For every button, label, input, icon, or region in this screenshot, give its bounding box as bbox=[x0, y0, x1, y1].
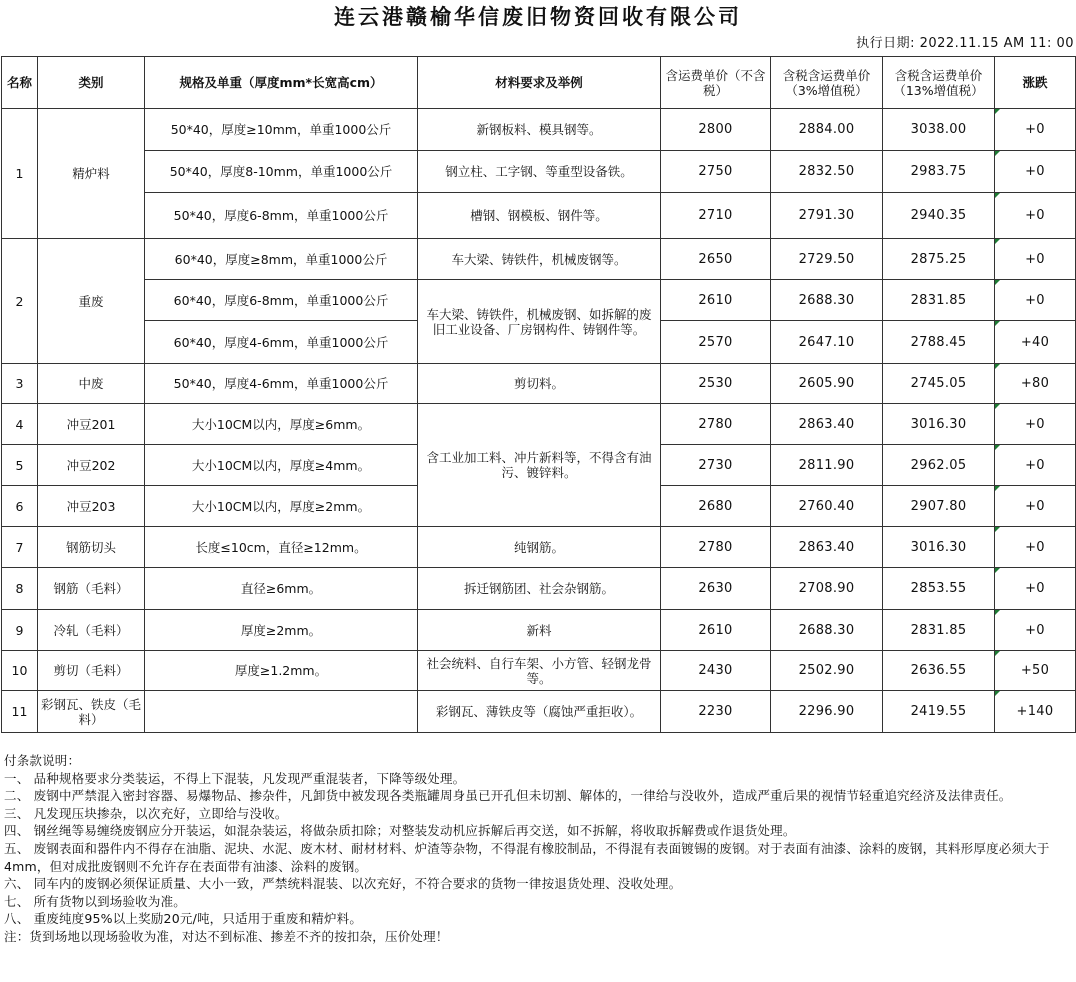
note-item: 四、 钢丝绳等易缠绕废钢应分开装运，如混杂装运，将做杂质扣除；对整装发动机应拆解后再交送，如不拆解，将收取拆解费或作退货处理。 bbox=[4, 823, 796, 839]
col-header-price-tax3: 含税含运费单价（3%增值税） bbox=[771, 57, 883, 109]
row-spec: 60*40，厚度6-8mm，单重1000公斤 bbox=[145, 280, 418, 321]
table-row bbox=[2, 691, 1076, 733]
row-price-tax3: 2729.50 bbox=[771, 239, 883, 280]
row-change: +0 bbox=[995, 527, 1076, 568]
row-category: 冲豆201 bbox=[38, 404, 145, 445]
row-no: 8 bbox=[2, 568, 38, 610]
row-change: +0 bbox=[995, 445, 1076, 486]
col-header-spec: 规格及单重（厚度mm*长宽高cm） bbox=[145, 57, 418, 109]
row-spec: 大小10CM以内，厚度≥2mm。 bbox=[145, 486, 418, 527]
row-price-no-tax: 2570 bbox=[661, 321, 771, 364]
row-material: 剪切料。 bbox=[418, 364, 661, 404]
col-header-price-no-tax: 含运费单价（不含税） bbox=[661, 57, 771, 109]
table-row bbox=[2, 610, 1076, 651]
row-category: 中废 bbox=[38, 364, 145, 404]
table-header-row bbox=[2, 57, 1076, 109]
row-spec: 直径≥6mm。 bbox=[145, 568, 418, 610]
row-category: 彩钢瓦、铁皮（毛料） bbox=[38, 691, 145, 733]
row-price-no-tax: 2780 bbox=[661, 527, 771, 568]
col-header-no: 名称 bbox=[2, 57, 38, 109]
table-row bbox=[2, 280, 1076, 321]
row-spec: 大小10CM以内，厚度≥4mm。 bbox=[145, 445, 418, 486]
col-header-price-tax13: 含税含运费单价（13%增值税） bbox=[883, 57, 995, 109]
note-item: 三、 凡发现压块掺杂，以次充好，立即给与没收。 bbox=[4, 805, 288, 821]
table-row bbox=[2, 151, 1076, 193]
row-no: 2 bbox=[2, 239, 38, 364]
row-price-tax13: 2907.80 bbox=[883, 486, 995, 527]
company-title: 连云港赣榆华信废旧物资回收有限公司 bbox=[334, 4, 742, 29]
row-spec: 50*40，厚度4-6mm，单重1000公斤 bbox=[145, 364, 418, 404]
execution-date: 执行日期: 2022.11.15 AM 11: 00 bbox=[856, 36, 1074, 51]
row-change: +0 bbox=[995, 239, 1076, 280]
row-material: 拆迁钢筋团、社会杂钢筋。 bbox=[418, 568, 661, 610]
row-price-no-tax: 2610 bbox=[661, 610, 771, 651]
row-price-tax3: 2647.10 bbox=[771, 321, 883, 364]
row-price-tax13: 2788.45 bbox=[883, 321, 995, 364]
row-price-tax3: 2605.90 bbox=[771, 364, 883, 404]
note-item: 六、 同车内的废钢必须保证质量、大小一致，严禁统料混装、以次充好，不符合要求的货物一律按退货处理、没收处理。 bbox=[4, 876, 682, 892]
row-material: 纯钢筋。 bbox=[418, 527, 661, 568]
col-header-category: 类别 bbox=[38, 57, 145, 109]
row-spec: 50*40，厚度8-10mm，单重1000公斤 bbox=[145, 151, 418, 193]
row-price-no-tax: 2530 bbox=[661, 364, 771, 404]
row-no: 3 bbox=[2, 364, 38, 404]
row-spec: 厚度≥2mm。 bbox=[145, 610, 418, 651]
row-change: +0 bbox=[995, 280, 1076, 321]
row-price-tax13: 2875.25 bbox=[883, 239, 995, 280]
row-price-tax13: 3038.00 bbox=[883, 109, 995, 151]
row-change: +0 bbox=[995, 486, 1076, 527]
row-price-no-tax: 2230 bbox=[661, 691, 771, 733]
row-change: +0 bbox=[995, 193, 1076, 239]
row-category: 重废 bbox=[38, 239, 145, 364]
row-no: 4 bbox=[2, 404, 38, 445]
row-category: 冷轧（毛料） bbox=[38, 610, 145, 651]
row-price-tax3: 2502.90 bbox=[771, 651, 883, 691]
note-item: 五、 废钢表面和器件内不得存在油脂、泥块、水泥、废木材、耐材材料、炉渣等杂物，不得混有橡胶制品，不得混有表面镀锡的废钢。对于表面有油漆、涂料的废钢，其料形厚度必须大于4mm，但对成批废钢则不允许存在表面带有油漆、涂料的废钢。 bbox=[4, 840, 1050, 874]
row-price-no-tax: 2430 bbox=[661, 651, 771, 691]
row-material: 钢立柱、工字钢、等重型设备铁。 bbox=[418, 151, 661, 193]
price-table bbox=[1, 56, 1076, 733]
note-footnote: 注：货到场地以现场验收为准，对达不到标准、掺差不齐的按扣杂，压价处理！ bbox=[4, 928, 449, 944]
row-change: +0 bbox=[995, 151, 1076, 193]
row-change: +0 bbox=[995, 610, 1076, 651]
row-change: +50 bbox=[995, 651, 1076, 691]
row-change: +0 bbox=[995, 404, 1076, 445]
row-category: 钢筋（毛料） bbox=[38, 568, 145, 610]
table-row bbox=[2, 568, 1076, 610]
row-price-tax13: 2940.35 bbox=[883, 193, 995, 239]
row-price-no-tax: 2630 bbox=[661, 568, 771, 610]
note-item: 一、 品种规格要求分类装运，不得上下混装，凡发现严重混装者，下降等级处理。 bbox=[4, 770, 466, 786]
row-material: 槽钢、钢模板、钢件等。 bbox=[418, 193, 661, 239]
row-change: +0 bbox=[995, 568, 1076, 610]
row-spec: 60*40，厚度4-6mm，单重1000公斤 bbox=[145, 321, 418, 364]
row-no: 11 bbox=[2, 691, 38, 733]
row-no: 9 bbox=[2, 610, 38, 651]
row-price-tax3: 2884.00 bbox=[771, 109, 883, 151]
row-price-no-tax: 2730 bbox=[661, 445, 771, 486]
row-spec: 厚度≥1.2mm。 bbox=[145, 651, 418, 691]
row-price-tax13: 2419.55 bbox=[883, 691, 995, 733]
row-no: 5 bbox=[2, 445, 38, 486]
col-header-material: 材料要求及举例 bbox=[418, 57, 661, 109]
row-price-tax3: 2791.30 bbox=[771, 193, 883, 239]
col-header-change: 涨跌 bbox=[995, 57, 1076, 109]
row-category: 精炉料 bbox=[38, 109, 145, 239]
row-material: 新料 bbox=[418, 610, 661, 651]
table-row bbox=[2, 404, 1076, 445]
row-price-no-tax: 2610 bbox=[661, 280, 771, 321]
row-spec: 50*40，厚度6-8mm，单重1000公斤 bbox=[145, 193, 418, 239]
row-price-tax3: 2832.50 bbox=[771, 151, 883, 193]
row-no: 10 bbox=[2, 651, 38, 691]
row-change: +80 bbox=[995, 364, 1076, 404]
row-material: 车大梁、铸铁件，机械废钢等。 bbox=[418, 239, 661, 280]
row-category: 剪切（毛料） bbox=[38, 651, 145, 691]
row-spec: 50*40，厚度≥10mm，单重1000公斤 bbox=[145, 109, 418, 151]
row-category: 钢筋切头 bbox=[38, 527, 145, 568]
row-price-tax13: 2983.75 bbox=[883, 151, 995, 193]
row-price-tax13: 2831.85 bbox=[883, 280, 995, 321]
payment-terms-notes bbox=[4, 752, 1072, 946]
row-no: 1 bbox=[2, 109, 38, 239]
row-price-no-tax: 2710 bbox=[661, 193, 771, 239]
note-item: 二、 废钢中严禁混入密封容器、易爆物品、掺杂件，凡卸货中被发现各类瓶罐周身虽已开孔但未切割、解体的，一律给与没收外，造成严重后果的视情节轻重追究经济及法律责任。 bbox=[4, 788, 1012, 804]
row-price-tax13: 2831.85 bbox=[883, 610, 995, 651]
row-price-no-tax: 2650 bbox=[661, 239, 771, 280]
row-material: 社会统料、自行车架、小方管、轻钢龙骨等。 bbox=[418, 651, 661, 691]
row-material: 车大梁、铸铁件，机械废钢、如拆解的废旧工业设备、厂房钢构件、铸钢件等。 bbox=[418, 280, 661, 364]
row-price-tax3: 2688.30 bbox=[771, 610, 883, 651]
row-price-tax3: 2296.90 bbox=[771, 691, 883, 733]
notes-heading: 付条款说明： bbox=[4, 753, 81, 768]
row-price-tax3: 2688.30 bbox=[771, 280, 883, 321]
row-price-tax13: 2745.05 bbox=[883, 364, 995, 404]
table-row bbox=[2, 239, 1076, 280]
row-price-no-tax: 2680 bbox=[661, 486, 771, 527]
row-category: 冲豆202 bbox=[38, 445, 145, 486]
row-spec: 长度≤10cm，直径≥12mm。 bbox=[145, 527, 418, 568]
row-price-tax13: 3016.30 bbox=[883, 527, 995, 568]
note-item: 七、 所有货物以到场验收为准。 bbox=[4, 893, 186, 909]
row-no: 7 bbox=[2, 527, 38, 568]
row-spec: 60*40，厚度≥8mm，单重1000公斤 bbox=[145, 239, 418, 280]
row-category: 冲豆203 bbox=[38, 486, 145, 527]
row-spec bbox=[145, 691, 418, 733]
row-price-no-tax: 2780 bbox=[661, 404, 771, 445]
row-change: +40 bbox=[995, 321, 1076, 364]
row-material: 新钢板料、模具钢等。 bbox=[418, 109, 661, 151]
row-change: +0 bbox=[995, 109, 1076, 151]
row-price-tax3: 2863.40 bbox=[771, 404, 883, 445]
row-price-tax13: 3016.30 bbox=[883, 404, 995, 445]
table-row bbox=[2, 364, 1076, 404]
row-price-tax3: 2708.90 bbox=[771, 568, 883, 610]
note-item: 八、 重废纯度95%以上奖励20元/吨，只适用于重废和精炉料。 bbox=[4, 911, 363, 927]
row-price-tax13: 2962.05 bbox=[883, 445, 995, 486]
row-material: 彩钢瓦、薄铁皮等（腐蚀严重拒收）。 bbox=[418, 691, 661, 733]
row-price-tax13: 2853.55 bbox=[883, 568, 995, 610]
row-price-tax13: 2636.55 bbox=[883, 651, 995, 691]
table-row bbox=[2, 109, 1076, 151]
table-row bbox=[2, 527, 1076, 568]
row-price-no-tax: 2750 bbox=[661, 151, 771, 193]
row-spec: 大小10CM以内，厚度≥6mm。 bbox=[145, 404, 418, 445]
row-change: +140 bbox=[995, 691, 1076, 733]
row-price-tax3: 2760.40 bbox=[771, 486, 883, 527]
row-price-no-tax: 2800 bbox=[661, 109, 771, 151]
row-material: 含工业加工料、冲片新料等，不得含有油污、镀锌料。 bbox=[418, 404, 661, 527]
row-no: 6 bbox=[2, 486, 38, 527]
table-row bbox=[2, 651, 1076, 691]
row-price-tax3: 2863.40 bbox=[771, 527, 883, 568]
table-row bbox=[2, 193, 1076, 239]
row-price-tax3: 2811.90 bbox=[771, 445, 883, 486]
